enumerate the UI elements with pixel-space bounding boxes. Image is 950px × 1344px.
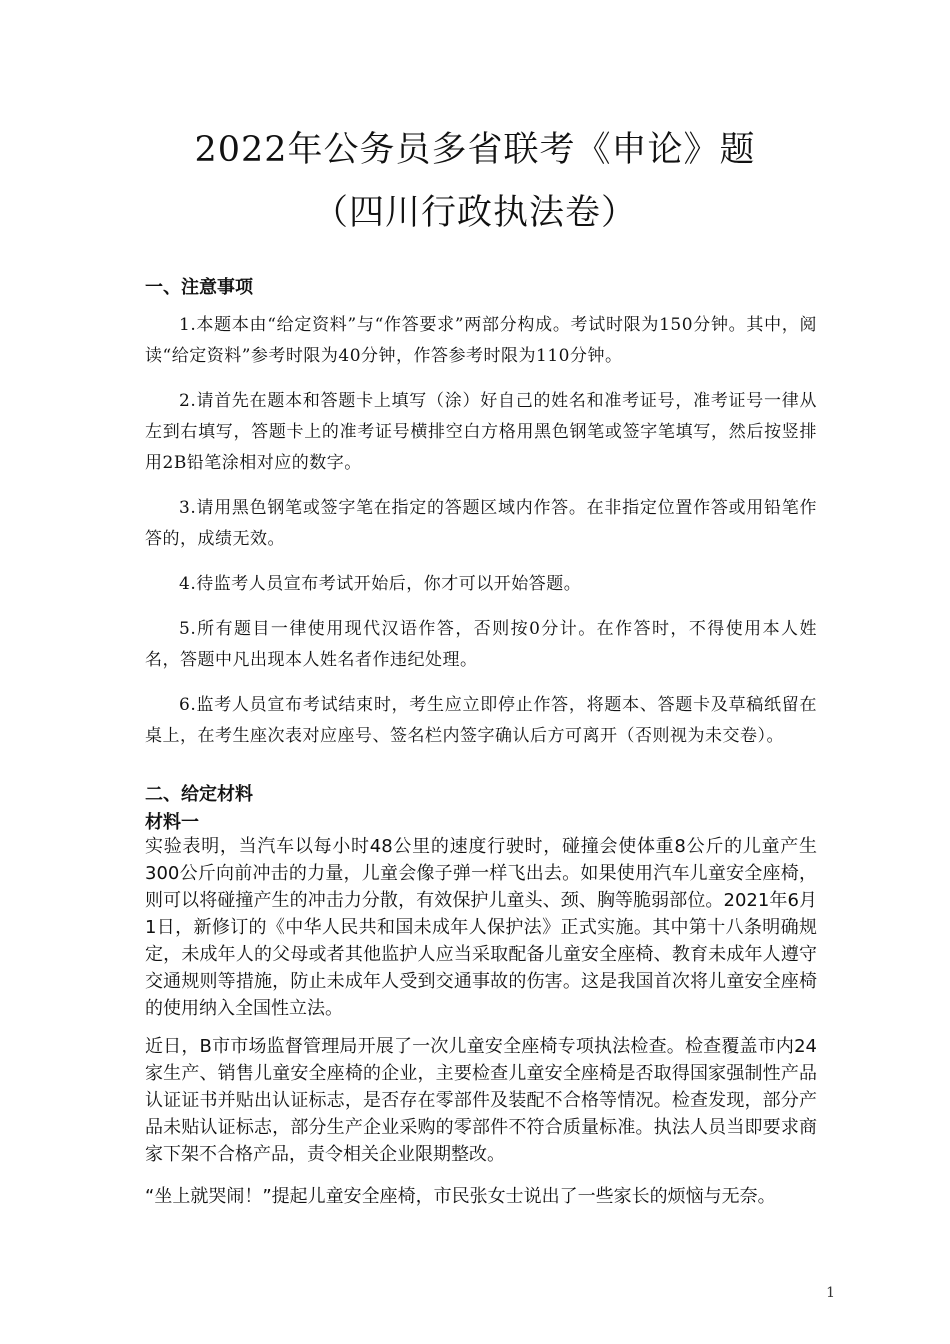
note-item: 6.监考人员宣布考试结束时，考生应立即停止作答，将题本、答题卡及草稿纸留在桌上，在考生座次表对应座号、签名栏内签字确认后方可离开（否则视为未交卷）。 [145,695,817,746]
section-heading-notes: 一、注意事项 [145,277,253,298]
material-paragraph: “坐上就哭闹！”提起儿童安全座椅，市民张女士说出了一些家长的烦恼与无奈。 [145,1186,776,1207]
note-item: 3.请用黑色钢笔或签字笔在指定的答题区域内作答。在非指定位置作答或用铅笔作答的，成绩无效。 [145,498,817,549]
document-title-line1: 2022年公务员多省联考《申论》题 [194,130,756,170]
notes-list [145,310,817,766]
material-paragraph: 实验表明，当汽车以每小时48公里的速度行驶时，碰撞会使体重8公斤的儿童产生300公斤向前冲击的力量，儿童会像子弹一样飞出去。如果使用汽车儿童安全座椅，则可以将碰撞产生的冲击力分散，有效保护儿童头、颈、胸等脆弱部位。2021年6月1日，新修订的《中华人民共和国未成年人保护法》正式实施。其中第十八条明确规定，未成年人的父母或者其他监护人应当采取配备儿童安全座椅、教育未成年人遵守交通规则等措施，防止未成年人受到交通事故的伤害。这是我国首次将儿童安全座椅的使用纳入全国性立法。 [145,836,817,1019]
note-item: 1.本题本由“给定资料”与“作答要求”两部分构成。考试时限为150分钟。其中，阅读“给定资料”参考时限为40分钟，作答参考时限为110分钟。 [145,315,817,366]
note-item: 2.请首先在题本和答题卡上填写（涂）好自己的姓名和准考证号，准考证号一律从左到右填写，答题卡上的准考证号横排空白方格用黑色钢笔或签字笔填写，然后按竖排用2B铅笔涂相对应的数字。 [145,391,817,473]
note-item: 4.待监考人员宣布考试开始后，你才可以开始答题。 [179,574,582,594]
note-item: 5.所有题目一律使用现代汉语作答，否则按0分计。在作答时，不得使用本人姓名，答题中凡出现本人姓名者作违纪处理。 [145,619,817,670]
material-title: 材料一 [145,812,199,833]
page-number: 1 [826,1285,835,1301]
material-paragraph: 近日，B市市场监督管理局开展了一次儿童安全座椅专项执法检查。检查覆盖市内24家生产、销售儿童安全座椅的企业，主要检查儿童安全座椅是否取得国家强制性产品认证证书并贴出认证标志，是否存在零部件及装配不合格等情况。检查发现，部分产品未贴认证标志，部分生产企业采购的零部件不符合质量标准。执法人员当即要求商家下架不合格产品，责令相关企业限期整改。 [145,1036,817,1165]
document-title-line2: （四川行政执法卷） [312,193,637,233]
section-heading-materials: 二、给定材料 [145,784,253,805]
